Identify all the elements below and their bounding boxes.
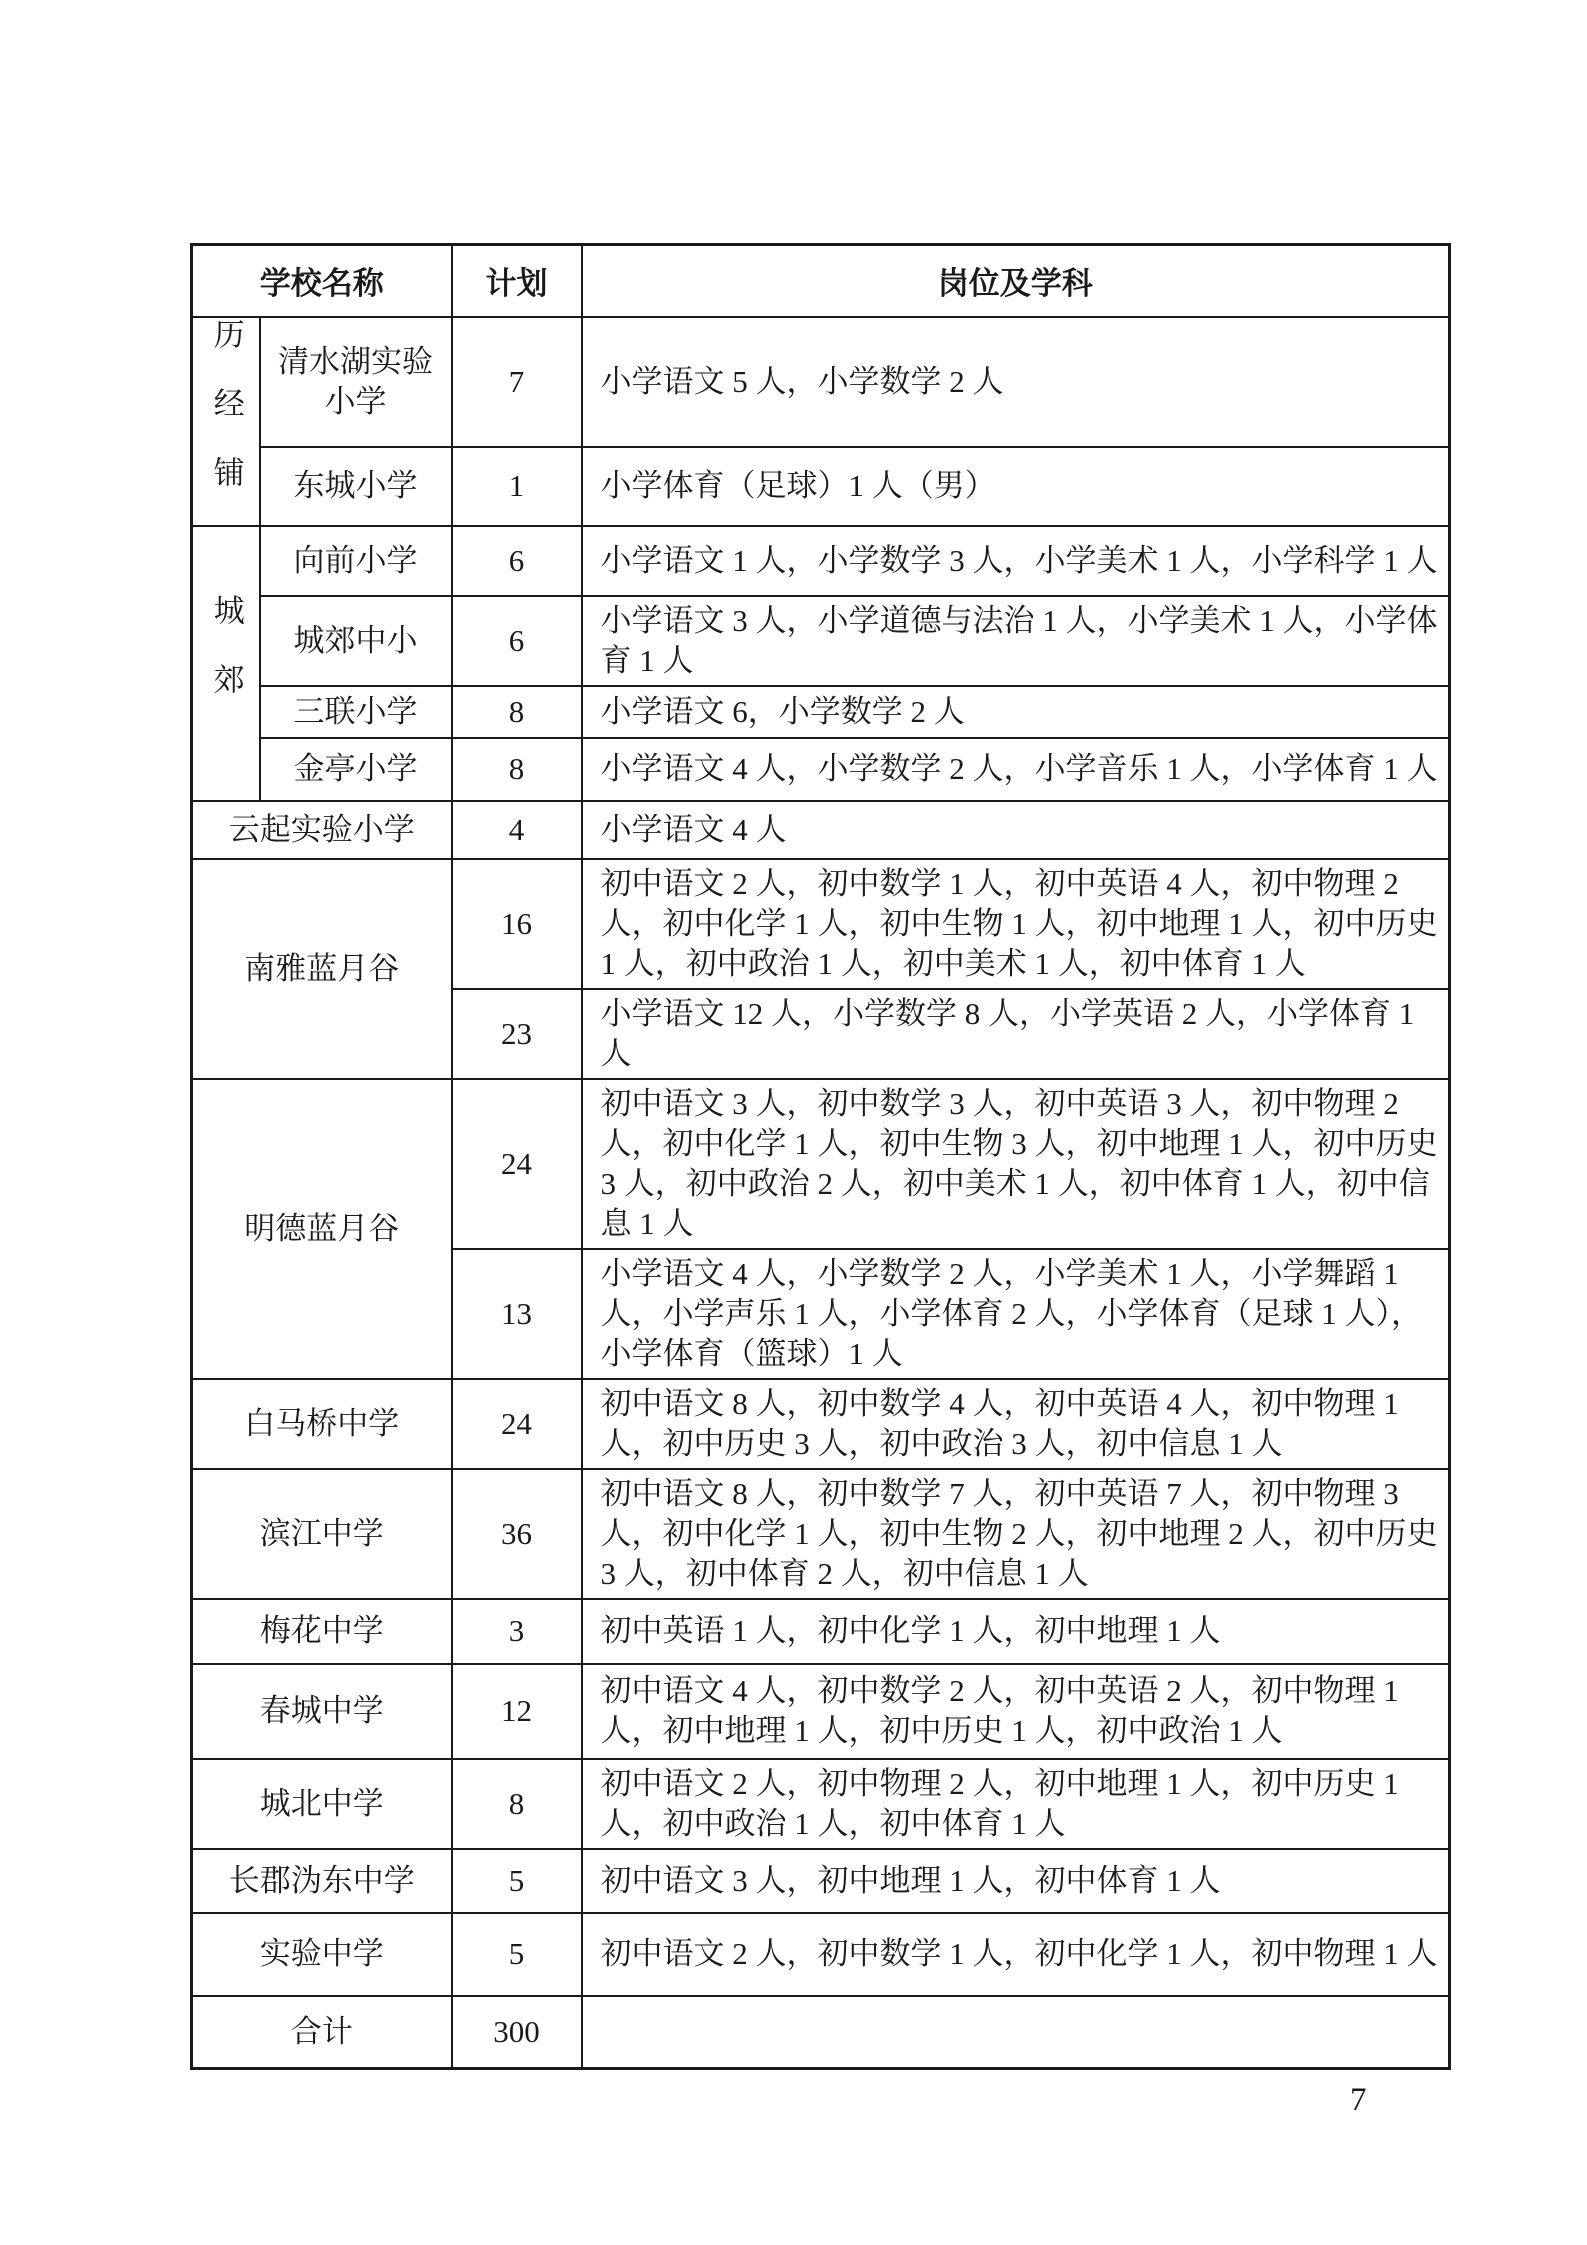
school-cell: 清水湖实验小学 (260, 317, 452, 447)
table-row (192, 317, 1450, 447)
plan-cell: 24 (452, 1379, 582, 1469)
plan-cell: 6 (452, 596, 582, 686)
positions-cell: 初中语文 2 人，初中物理 2 人，初中地理 1 人，初中历史 1 人，初中政治 1 人，初中体育 1 人 (582, 1759, 1450, 1849)
school-cell: 东城小学 (260, 447, 452, 526)
plan-cell: 8 (452, 686, 582, 738)
plan-cell: 6 (452, 526, 582, 596)
school-cell: 城北中学 (192, 1759, 452, 1849)
school-cell: 金亭小学 (260, 738, 452, 801)
total-positions-cell (582, 1996, 1450, 2069)
positions-cell: 初中英语 1 人，初中化学 1 人，初中地理 1 人 (582, 1599, 1450, 1664)
plan-cell: 12 (452, 1664, 582, 1759)
plan-cell: 23 (452, 989, 582, 1079)
table-row (192, 1079, 1450, 1249)
plan-cell: 16 (452, 859, 582, 989)
positions-cell: 小学语文 4 人，小学数学 2 人，小学美术 1 人，小学舞蹈 1 人，小学声乐 1 人，小学体育 2 人，小学体育（足球 1 人），小学体育（篮球）1 人 (582, 1249, 1450, 1379)
plan-cell: 4 (452, 801, 582, 859)
school-cell: 春城中学 (192, 1664, 452, 1759)
school-cell: 实验中学 (192, 1913, 452, 1996)
positions-cell: 小学语文 12 人，小学数学 8 人，小学英语 2 人，小学体育 1 人 (582, 989, 1450, 1079)
positions-cell: 小学语文 1 人，小学数学 3 人，小学美术 1 人，小学科学 1 人 (582, 526, 1450, 596)
positions-cell: 小学语文 6，小学数学 2 人 (582, 686, 1450, 738)
plan-cell: 8 (452, 738, 582, 801)
table-row (192, 447, 1450, 526)
positions-cell: 初中语文 8 人，初中数学 7 人，初中英语 7 人，初中物理 3 人，初中化学 1 人，初中生物 2 人，初中地理 2 人，初中历史 3 人，初中体育 2 人，初中信息 1 人 (582, 1469, 1450, 1599)
table-header-row (192, 245, 1450, 317)
plan-cell: 5 (452, 1849, 582, 1913)
positions-cell: 初中语文 3 人，初中地理 1 人，初中体育 1 人 (582, 1849, 1450, 1913)
table-row (192, 801, 1450, 859)
table-row (192, 738, 1450, 801)
school-cell: 云起实验小学 (192, 801, 452, 859)
table-row (192, 1379, 1450, 1469)
table-row (192, 526, 1450, 596)
positions-cell: 小学语文 3 人，小学道德与法治 1 人，小学美术 1 人，小学体育 1 人 (582, 596, 1450, 686)
school-cell: 梅花中学 (192, 1599, 452, 1664)
plan-cell: 8 (452, 1759, 582, 1849)
table-row (192, 596, 1450, 686)
table-row (192, 686, 1450, 738)
plan-cell: 1 (452, 447, 582, 526)
table-row (192, 1469, 1450, 1599)
table-row (192, 859, 1450, 989)
positions-cell: 小学语文 4 人，小学数学 2 人，小学音乐 1 人，小学体育 1 人 (582, 738, 1450, 801)
header-positions: 岗位及学科 (582, 245, 1450, 317)
group-cell-chengjiao (192, 526, 260, 801)
plan-cell: 13 (452, 1249, 582, 1379)
table-row (192, 1759, 1450, 1849)
table-row (192, 1849, 1450, 1913)
total-plan-cell: 300 (452, 1996, 582, 2069)
school-cell: 向前小学 (260, 526, 452, 596)
school-cell: 三联小学 (260, 686, 452, 738)
group-label: 城郊 (208, 594, 244, 732)
group-cell-lijingpu (192, 317, 260, 526)
plan-cell: 36 (452, 1469, 582, 1599)
header-school-name: 学校名称 (192, 245, 452, 317)
school-cell: 长郡沩东中学 (192, 1849, 452, 1913)
group-label: 历经铺 (208, 317, 244, 525)
header-plan: 计划 (452, 245, 582, 317)
plan-cell: 3 (452, 1599, 582, 1664)
plan-cell: 24 (452, 1079, 582, 1249)
positions-cell: 初中语文 3 人，初中数学 3 人，初中英语 3 人，初中物理 2 人，初中化学 1 人，初中生物 3 人，初中地理 1 人，初中历史 3 人，初中政治 2 人，初中美术 1 人，初中体育 1 人，初中信息 1 人 (582, 1079, 1450, 1249)
school-cell: 滨江中学 (192, 1469, 452, 1599)
total-label-cell: 合计 (192, 1996, 452, 2069)
school-cell: 南雅蓝月谷 (192, 859, 452, 1079)
positions-cell: 初中语文 2 人，初中数学 1 人，初中化学 1 人，初中物理 1 人 (582, 1913, 1450, 1996)
positions-cell: 初中语文 4 人，初中数学 2 人，初中英语 2 人，初中物理 1 人，初中地理 1 人，初中历史 1 人，初中政治 1 人 (582, 1664, 1450, 1759)
positions-cell: 初中语文 2 人，初中数学 1 人，初中英语 4 人，初中物理 2 人，初中化学 1 人，初中生物 1 人，初中地理 1 人，初中历史 1 人，初中政治 1 人，初中美术 1 人，初中体育 1 人 (582, 859, 1450, 989)
school-cell: 城郊中小 (260, 596, 452, 686)
table-row (192, 1913, 1450, 1996)
positions-cell: 小学语文 4 人 (582, 801, 1450, 859)
plan-cell: 7 (452, 317, 582, 447)
positions-cell: 小学语文 5 人，小学数学 2 人 (582, 317, 1450, 447)
school-cell: 白马桥中学 (192, 1379, 452, 1469)
page-number: 7 (1350, 2082, 1367, 2118)
positions-cell: 小学体育（足球）1 人（男） (582, 447, 1450, 526)
table-row (192, 1664, 1450, 1759)
positions-cell: 初中语文 8 人，初中数学 4 人，初中英语 4 人，初中物理 1 人，初中历史 3 人，初中政治 3 人，初中信息 1 人 (582, 1379, 1450, 1469)
school-cell: 明德蓝月谷 (192, 1079, 452, 1379)
recruitment-plan-table (190, 243, 1451, 2070)
table-row (192, 1599, 1450, 1664)
plan-cell: 5 (452, 1913, 582, 1996)
total-row (192, 1996, 1450, 2069)
